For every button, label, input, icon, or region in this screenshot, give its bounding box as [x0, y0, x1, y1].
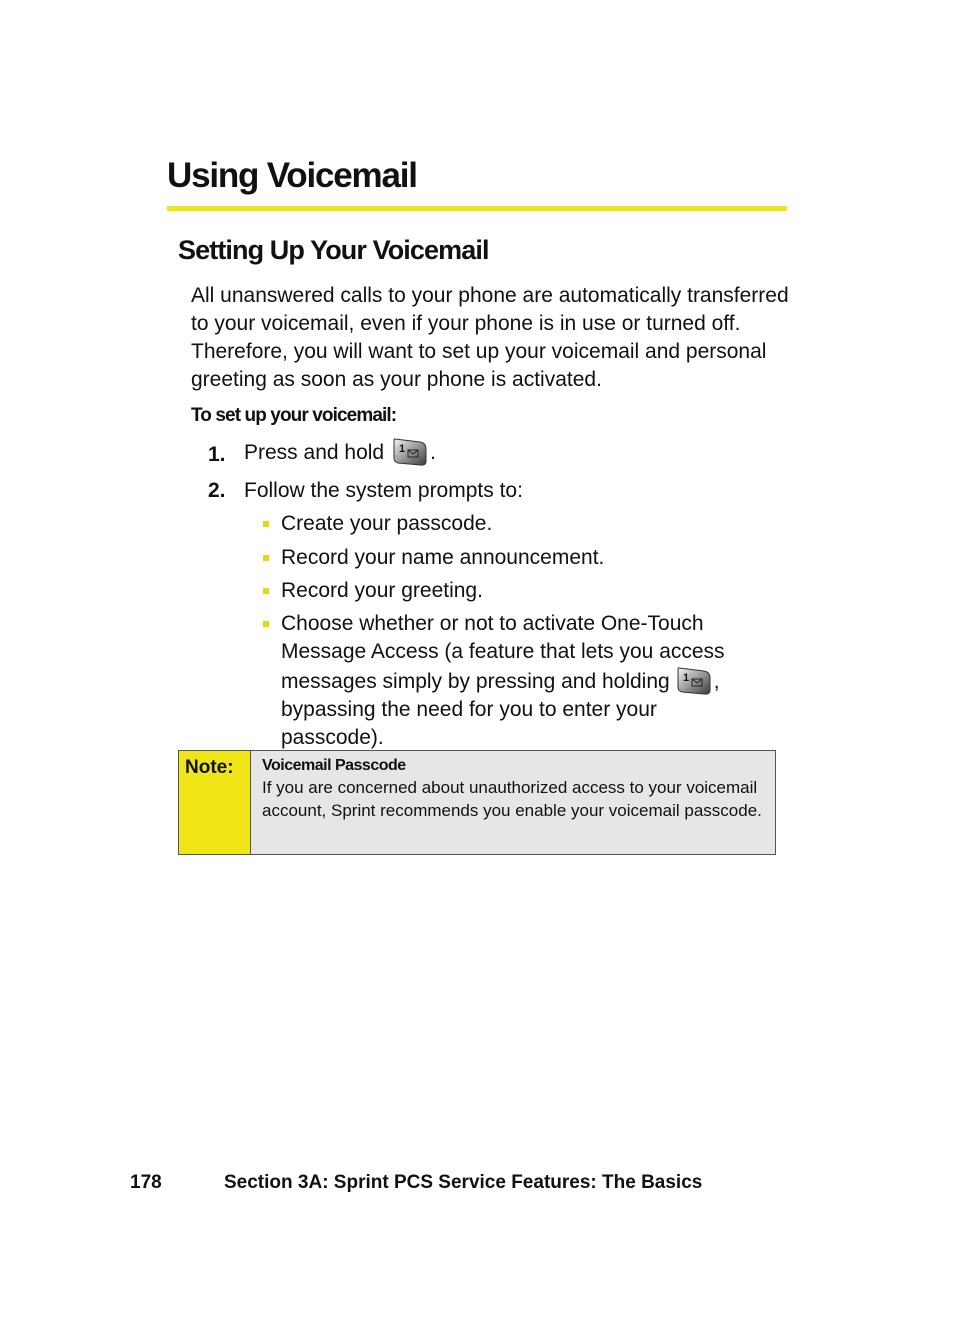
page-title: Using Voicemail [167, 156, 417, 195]
step-1-label: Press and hold [244, 441, 385, 464]
bullet-4-end: bypassing the need for you to enter your passcode). [281, 698, 657, 749]
svg-text:1: 1 [399, 443, 406, 455]
voicemail-key-1-icon [392, 437, 428, 467]
svg-text:1: 1 [682, 672, 689, 684]
bullet-text: Create your passcode. [281, 512, 493, 535]
voicemail-key-1-icon [676, 666, 712, 696]
bullet-marker [263, 521, 269, 527]
bullet-marker [263, 555, 269, 561]
intro-paragraph: All unanswered calls to your phone are automatically transferred to your voicemail, even if your phone is in use or turned off. Therefore, you will want to set up your voicemail and personal greeting as soon as your phone is activated. [191, 284, 789, 391]
steps-heading: To set up your voicemail: [191, 405, 397, 426]
step-text: Follow the system prompts to: [244, 479, 523, 502]
bullet-text: Record your name announcement. [281, 546, 605, 569]
note-label-cell [179, 751, 251, 854]
bullet-marker [263, 621, 269, 627]
step-number: 1. [208, 443, 226, 466]
title-rule [167, 206, 787, 211]
step-1-suffix: . [430, 441, 436, 464]
bullet-text: Record your greeting. [281, 579, 483, 602]
section-heading: Setting Up Your Voicemail [178, 235, 489, 265]
bullet-text [281, 610, 741, 752]
bullet-4-label: Choose whether or not to activate One-Touch Message Access (a feature that lets you access messages simply by pressing and holding [281, 612, 725, 693]
step-number: 2. [208, 479, 226, 502]
step-text [244, 437, 436, 467]
bullet-4-tail: , [713, 670, 720, 693]
note-label: Note: [185, 757, 234, 778]
page-number: 178 [130, 1172, 162, 1193]
note-text: If you are concerned about unauthorized access to your voicemail account, Sprint recommends you enable your voicemail passcode. [262, 778, 762, 820]
note-box [178, 750, 776, 855]
footer-section-title: Section 3A: Sprint PCS Service Features: The Basics [224, 1172, 703, 1193]
bullet-marker [263, 588, 269, 594]
note-heading: Voicemail Passcode [262, 757, 406, 774]
